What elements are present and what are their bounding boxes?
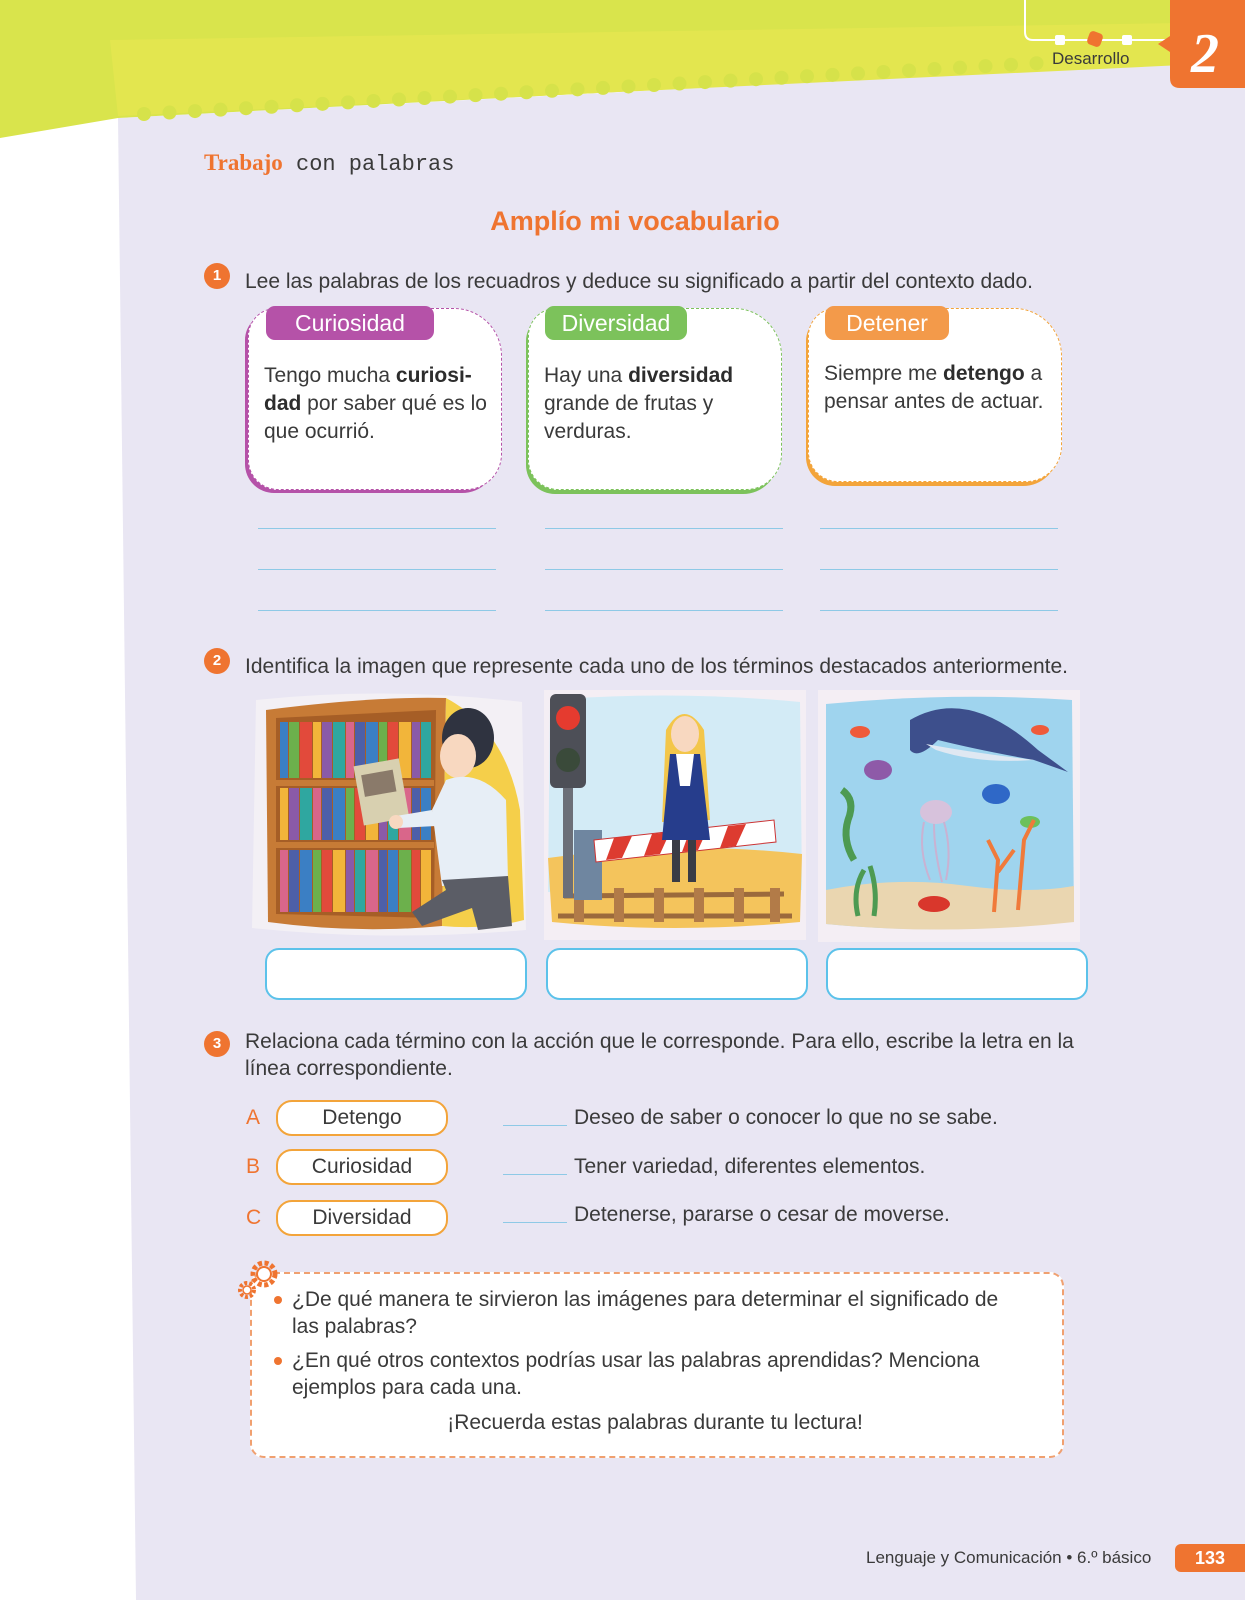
term-pill-diversidad: Diversidad <box>276 1200 448 1236</box>
answer-line-1a[interactable] <box>258 528 496 529</box>
activity-1-number: 1 <box>204 263 230 289</box>
section-label: Desarrollo <box>1052 49 1130 68</box>
term-pill-curiosidad: Curiosidad <box>276 1149 448 1185</box>
term-letter-b: B <box>246 1155 261 1178</box>
bullet-dot-2 <box>274 1357 282 1365</box>
definition-1: Deseo de saber o conocer lo que no se sabe. <box>574 1106 998 1129</box>
match-line-2[interactable] <box>503 1174 567 1175</box>
ocean-illustration <box>818 690 1080 948</box>
bullet-dot-1 <box>274 1296 282 1304</box>
term-pill-detengo: Detengo <box>276 1100 448 1136</box>
match-line-1[interactable] <box>503 1125 567 1126</box>
activity-3-instruction: Relaciona cada término con la acción que le corresponde. Para ello, escribe la letra en la línea correspondiente. <box>245 1030 1074 1080</box>
section-title-bold: Trabajo <box>204 150 283 175</box>
match-line-3[interactable] <box>503 1222 567 1223</box>
answer-line-1c[interactable] <box>258 610 496 611</box>
section-title-rest: con palabras <box>282 152 455 177</box>
answer-line-2b[interactable] <box>545 569 783 570</box>
bookshelf-illustration <box>246 690 532 948</box>
answer-line-3a[interactable] <box>820 528 1058 529</box>
definition-2: Tener variedad, diferentes elementos. <box>574 1155 926 1178</box>
term-letter-a: A <box>246 1106 261 1129</box>
gears-icon <box>234 1258 282 1302</box>
activity-2-instruction: Identifica la imagen que represente cada uno de los términos destacados anteriormente. <box>245 655 1068 678</box>
footer-subject: Lenguaje y Comunicación • 6.º básico <box>866 1548 1152 1567</box>
answer-line-3b[interactable] <box>820 569 1058 570</box>
image-answer-box-2[interactable] <box>546 948 808 1000</box>
answer-line-1b[interactable] <box>258 569 496 570</box>
card-text-diversidad: Hay una diversidad grande de frutas y verduras. <box>544 364 734 443</box>
unit-number: 2 <box>1191 23 1219 85</box>
reflection-question-1: ¿De qué manera te sirvieron las imágenes para determinar el significado de las palabras? <box>292 1288 999 1338</box>
reflection-closing: ¡Recuerda estas palabras durante tu lectura! <box>447 1411 863 1434</box>
word-tab-curiosidad: Curiosidad <box>266 306 434 340</box>
activity-3-number: 3 <box>204 1031 230 1057</box>
card-text-curiosidad: Tengo mucha curiosi-dad por saber qué es lo que ocurrió. <box>264 364 487 443</box>
image-answer-box-3[interactable] <box>826 948 1088 1000</box>
page-number: 133 <box>1175 1544 1245 1572</box>
section-title <box>204 150 454 177</box>
railway-crossing-illustration <box>544 690 806 948</box>
card-text-detener: Siempre me detengo a pensar antes de actuar. <box>824 362 1044 413</box>
activity-2-number: 2 <box>204 648 230 674</box>
term-letter-c: C <box>246 1206 262 1229</box>
page-subtitle: Amplío mi vocabulario <box>490 206 780 236</box>
answer-line-2c[interactable] <box>545 610 783 611</box>
reflection-question-2: ¿En qué otros contextos podrías usar las palabras aprendidas? Menciona ejemplos para cada una. <box>292 1349 980 1399</box>
activity-1-instruction: Lee las palabras de los recuadros y deduce su significado a partir del contexto dado. <box>245 270 1033 293</box>
answer-line-3c[interactable] <box>820 610 1058 611</box>
definition-3: Detenerse, pararse o cesar de moverse. <box>574 1203 950 1226</box>
image-answer-box-1[interactable] <box>265 948 527 1000</box>
word-tab-detener: Detener <box>825 306 949 340</box>
word-tab-diversidad: Diversidad <box>545 306 687 340</box>
answer-line-2a[interactable] <box>545 528 783 529</box>
